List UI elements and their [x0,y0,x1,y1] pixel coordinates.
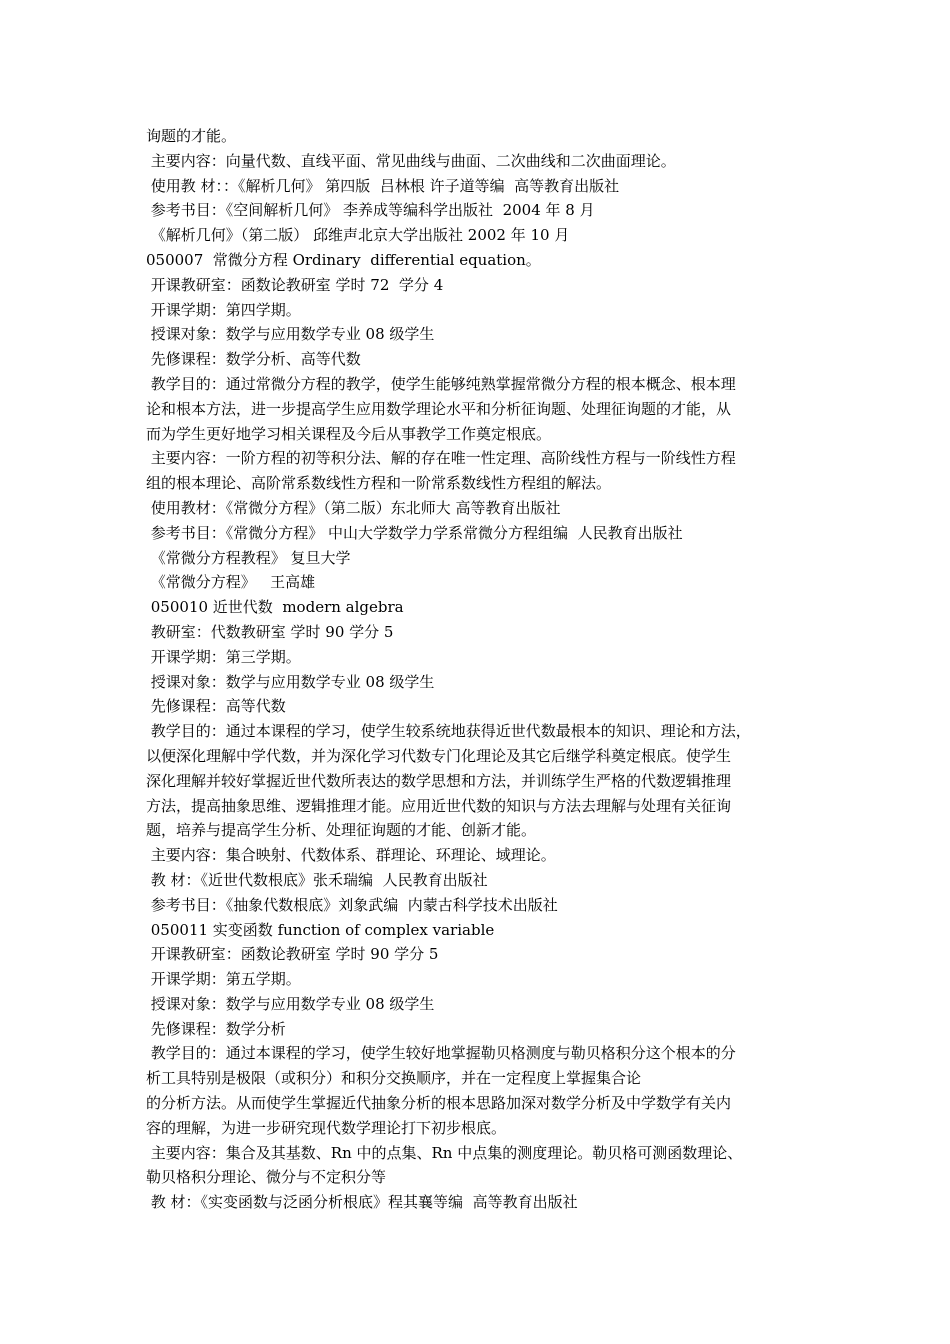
text-line: 教学目的：通过常微分方程的教学，使学生能够纯熟掌握常微分方程的根本概念、根本理 [146,374,736,393]
course-heading: 050010 近世代数 modern algebra [146,598,404,617]
text-line: 开课学期：第四学期。 [146,300,301,319]
text-line: 参考书目：《抽象代数根底》刘象武编 内蒙古科学技术出版社 [146,895,558,914]
text-line: 教学目的：通过本课程的学习，使学生较系统地获得近世代数最根本的知识、理论和方法， [146,722,751,741]
text-line: 使用教 材：：《解析几何》 第四版 吕林根 许子道等编 高等教育出版社 [146,176,620,195]
text-line: 教学目的：通过本课程的学习，使学生较好地掌握勒贝格测度与勒贝格积分这个根本的分 [146,1044,736,1063]
text-line: 教 材：《近世代数根底》张禾瑞编 人民教育出版社 [146,870,488,889]
course-heading: 050011 实变函数 function of complex variable [146,920,495,939]
text-line: 《解析几何》（第二版） 邱维声北京大学出版社 2002 年 10 月 [146,226,570,245]
text-line: 授课对象：数学与应用数学专业 08 级学生 [146,994,435,1013]
text-line: 勒贝格积分理论、微分与不定积分等 [146,1168,387,1187]
text-line: 论和根本方法，进一步提高学生应用数学理论水平和分析征询题、处理征询题的才能，从 [146,399,732,418]
text-line: 主要内容：集合映射、代数体系、群理论、环理论、域理论。 [146,846,556,865]
text-line: 以便深化理解中学代数，并为深化学习代数专门化理论及其它后继学科奠定根底。使学生 [146,746,732,765]
text-line: 授课对象：数学与应用数学专业 08 级学生 [146,672,435,691]
text-line: 开课学期：第三学期。 [146,647,301,666]
text-line: 开课学期：第五学期。 [146,970,301,989]
text-line: 容的理解，为进一步研究现代数学理论打下初步根底。 [146,1118,507,1137]
text-line: 参考书目：《空间解析几何》 李养成等编科学出版社 2004 年 8 月 [146,201,595,220]
text-line: 主要内容：向量代数、直线平面、常见曲线与曲面、二次曲线和二次曲面理论。 [146,151,676,170]
text-line: 参考书目：《常微分方程》 中山大学数学力学系常微分方程组编 人民教育出版社 [146,523,683,542]
text-line: 先修课程：数学分析 [146,1019,286,1038]
text-line: 主要内容：集合及其基数、Rn 中的点集、Rn 中点集的测度理论。勒贝格可测函数理论、 [146,1143,743,1162]
text-line: 析工具特别是极限（或积分）和积分交换顺序，并在一定程度上掌握集合论 [146,1069,642,1088]
text-line: 而为学生更好地学习相关课程及今后从事教学工作奠定根底。 [146,424,552,443]
text-line: 开课教研室：函数论教研室 学时 72 学分 4 [146,275,444,294]
text-line: 方法，提高抽象思维、逻辑推理才能。应用近世代数的知识与方法去理解与处理有关征询 [146,796,732,815]
text-line: 的分析方法。从而使学生掌握近代抽象分析的根本思路加深对数学分析及中学数学有关内 [146,1094,732,1113]
text-line: 教研室：代数教研室 学时 90 学分 5 [146,622,394,641]
text-line: 授课对象：数学与应用数学专业 08 级学生 [146,325,435,344]
text-line: 主要内容：一阶方程的初等积分法、解的存在唯一性定理、高阶线性方程与一阶线性方程 [146,449,736,468]
text-line: 开课教研室：函数论教研室 学时 90 学分 5 [146,945,439,964]
text-line: 先修课程：数学分析、高等代数 [146,350,361,369]
text-line: 询题的才能。 [146,127,237,145]
text-line: 题，培养与提高学生分析、处理征询题的才能、创新才能。 [146,821,537,840]
course-heading: 050007 常微分方程 Ordinary differential equation。 [146,250,541,269]
text-line: 组的根本理论、高阶常系数线性方程和一阶常系数线性方程组的解法。 [146,474,612,493]
text-line: 先修课程：高等代数 [146,697,286,716]
text-line: 深化理解并较好掌握近世代数所表达的数学思想和方法，并训练学生严格的代数逻辑推理 [146,771,732,790]
text-line: 《常微分方程》 王高雄 [146,573,316,592]
text-line: 教 材：《实变函数与泛函分析根底》程其襄等编 高等教育出版社 [146,1193,578,1212]
document-page [146,124,816,1215]
text-line: 使用教材：《常微分方程》（第二版）东北师大 高等教育出版社 [146,498,561,517]
text-line: 《常微分方程教程》 复旦大学 [146,548,351,567]
